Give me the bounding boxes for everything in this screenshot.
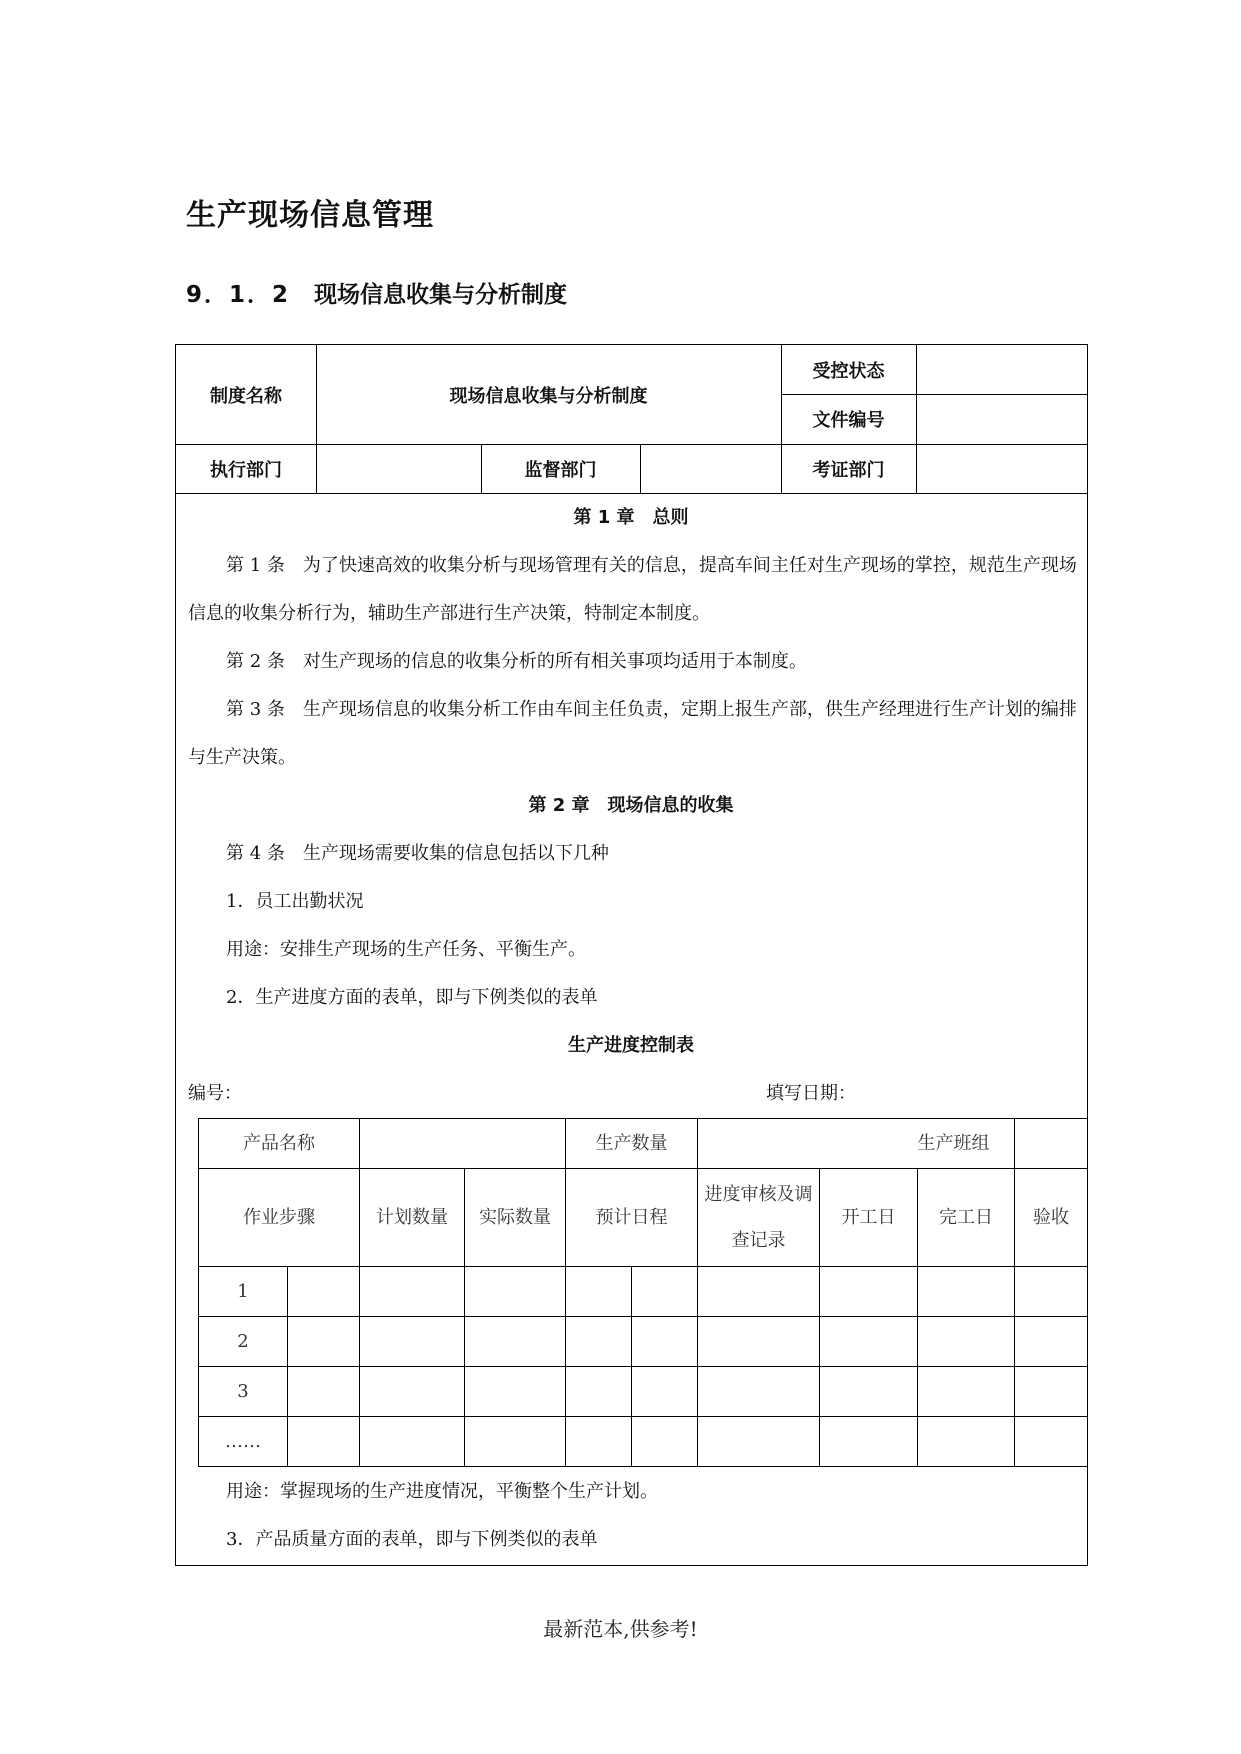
article-4-text: 生产现场需要收集的信息包括以下几种	[302, 843, 609, 864]
supervise-dept-value	[640, 444, 781, 493]
item-1-usage: 用途：安排生产现场的生产任务、平衡生产。	[226, 939, 586, 960]
col-actual-qty: 实际数量	[465, 1169, 566, 1267]
table-row	[199, 1267, 1088, 1317]
docno-value	[916, 394, 1086, 444]
chapter-1-heading: 第 1 章 总则	[573, 507, 689, 528]
regulation-body	[176, 494, 1086, 1564]
product-team-value	[1015, 1119, 1088, 1169]
exec-dept-value	[316, 444, 481, 493]
item-2-usage: 用途：掌握现场的生产进度情况，平衡整个生产计划。	[226, 1481, 658, 1502]
col-finish: 完工日	[918, 1169, 1015, 1267]
article-4	[176, 830, 1086, 878]
product-team-label-text: 生产班组	[917, 1132, 990, 1154]
form-meta	[176, 1070, 1086, 1118]
table-row	[199, 1317, 1088, 1367]
item-1: 1．员工出勤状况	[226, 891, 364, 912]
section-title-text: 现场信息收集与分析制度	[314, 282, 568, 308]
exec-dept-label: 执行部门	[210, 459, 282, 481]
item-2: 2．生产进度方面的表单，即与下例类似的表单	[226, 987, 598, 1008]
col-start: 开工日	[820, 1169, 918, 1267]
product-qty-value	[698, 1119, 918, 1169]
col-schedule: 预计日程	[566, 1169, 698, 1267]
table-row	[199, 1367, 1088, 1417]
article-2-text: 对生产现场的信息的收集分析的所有相关事项均适用于本制度。	[302, 651, 807, 672]
page-title: 生产现场信息管理	[186, 198, 434, 233]
section-number: 9．1．2	[186, 282, 291, 308]
name-label: 制度名称	[210, 385, 282, 407]
supervise-dept-label: 监督部门	[524, 459, 597, 481]
col-accept: 验收	[1015, 1169, 1088, 1267]
article-2	[176, 638, 1086, 686]
article-3-number: 第 3 条	[226, 699, 285, 720]
article-1-text: 为了快速高效的收集分析与现场管理有关的信息，提高车间主任对生产现场的掌控，规范生产现场信息的收集分析行为，辅助生产部进行生产决策，特制定本制度。	[188, 555, 1077, 624]
verify-dept-value	[916, 444, 1086, 493]
row-step-number: 1	[199, 1267, 288, 1317]
form-date-label: 填写日期：	[766, 1083, 856, 1104]
status-label: 受控状态	[812, 360, 885, 382]
chapter-2-heading: 第 2 章 现场信息的收集	[528, 795, 734, 816]
verify-dept-label: 考证部门	[812, 459, 885, 481]
row-step-number: 2	[199, 1317, 288, 1367]
product-qty-label: 生产数量	[566, 1119, 698, 1169]
regulation-header-table	[176, 345, 1086, 494]
footer-note: 最新范本,供参考!	[543, 1617, 698, 1641]
name-value: 现场信息收集与分析制度	[449, 385, 648, 407]
row-step-number: 3	[199, 1367, 288, 1417]
docno-label: 文件编号	[812, 410, 885, 431]
form-title: 生产进度控制表	[568, 1035, 694, 1056]
article-1	[176, 542, 1086, 638]
col-review: 进度审核及调查记录	[698, 1169, 820, 1267]
regulation-frame	[175, 344, 1088, 1566]
article-4-number: 第 4 条	[226, 843, 285, 864]
product-name-value	[360, 1119, 566, 1169]
product-name-label: 产品名称	[199, 1119, 360, 1169]
product-team-label	[918, 1119, 1015, 1169]
item-3: 3．产品质量方面的表单，即与下例类似的表单	[226, 1529, 598, 1550]
article-3	[176, 686, 1086, 782]
status-value	[916, 345, 1086, 394]
progress-control-table	[198, 1118, 1088, 1467]
col-plan-qty: 计划数量	[360, 1169, 465, 1267]
col-step: 作业步骤	[199, 1169, 360, 1267]
article-2-number: 第 2 条	[226, 651, 285, 672]
row-step-number: ……	[199, 1417, 288, 1467]
form-number-label: 编号：	[188, 1083, 242, 1104]
article-3-text: 生产现场信息的收集分析工作由车间主任负责，定期上报生产部，供生产经理进行生产计划的编排与生产决策。	[188, 699, 1077, 768]
table-row	[199, 1417, 1088, 1467]
article-1-number: 第 1 条	[226, 555, 285, 576]
section-title	[186, 276, 567, 309]
